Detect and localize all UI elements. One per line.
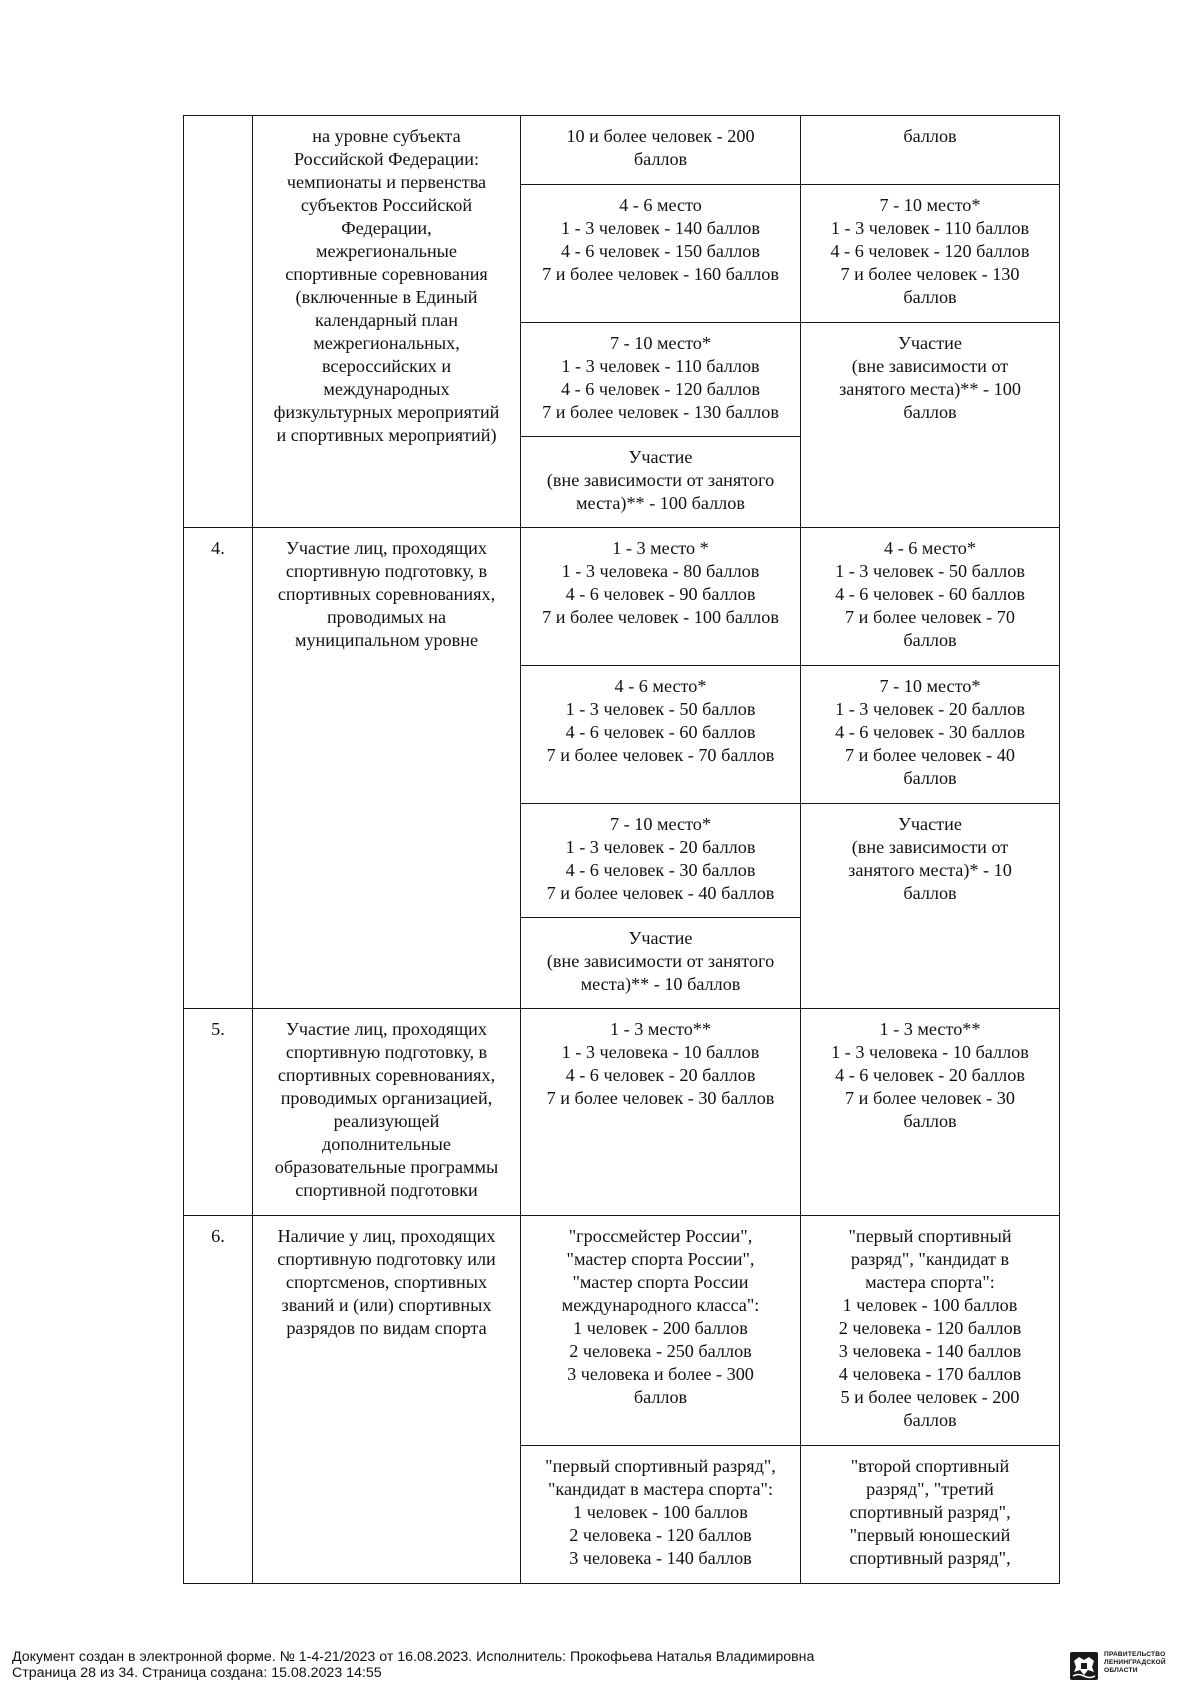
score-cell [521, 323, 801, 437]
score-cell [521, 1216, 801, 1446]
score-text: "первый спортивный разряд", "кандидат в мастера спорта": 1 человек - 100 баллов 2 человека - 120 баллов 3 человека - 140 баллов [545, 1456, 776, 1568]
scoring-table [183, 115, 1060, 1584]
score-text: Участие (вне зависимости от занятого места)** - 100 баллов [546, 447, 775, 513]
criterion-cell [253, 528, 521, 1009]
table-row [184, 528, 1060, 666]
table-row [184, 1009, 1060, 1216]
score-cell [801, 323, 1060, 528]
score-text: "первый спортивный разряд", "кандидат в мастера спорта": 1 человек - 100 баллов 2 человека - 120 баллов 3 человека - 140 баллов 4 человека - 170 баллов 5 и более человек - 200 баллов [838, 1226, 1022, 1430]
criterion-text: Участие лиц, проходящих спортивную подготовку, в спортивных соревнованиях, проводимых на муниципальном уровне [277, 538, 496, 650]
score-text: 1 - 3 место * 1 - 3 человека - 80 баллов 4 - 6 человек - 90 баллов 7 и более человек - 100 баллов [542, 538, 779, 627]
score-cell [801, 185, 1060, 323]
score-text: 7 - 10 место* 1 - 3 человек - 110 баллов 4 - 6 человек - 120 баллов 7 и более человек - 130 баллов [542, 333, 779, 422]
document-footer [12, 1649, 1062, 1681]
row-number-cell: 4. [184, 528, 253, 1009]
score-text: Участие (вне зависимости от занятого места)** - 10 баллов [546, 928, 775, 994]
government-logo-text [1104, 1651, 1196, 1675]
score-text: 4 - 6 место 1 - 3 человек - 140 баллов 4 - 6 человек - 150 баллов 7 и более человек - 160 баллов [542, 195, 779, 284]
score-cell [801, 666, 1060, 804]
score-cell [521, 1446, 801, 1584]
footer-line-document-info: Документ создан в электронной форме. № 1-4-21/2023 от 16.08.2023. Исполнитель: Прокофьева Наталья Владимировна [12, 1649, 815, 1665]
score-cell [521, 804, 801, 918]
score-text: 10 и более человек - 200 баллов [566, 126, 755, 169]
score-text: Участие (вне зависимости от занятого места)** - 100 баллов [839, 333, 1021, 422]
score-cell [801, 528, 1060, 666]
score-cell [801, 804, 1060, 1009]
criterion-text: Участие лиц, проходящих спортивную подготовку, в спортивных соревнованиях, проводимых организацией, реализующей дополнительные образовательные программы спортивной подготовки [274, 1019, 499, 1200]
criterion-text: на уровне субъекта Российской Федерации: чемпионаты и первенства субъектов Российской Федерации, межрегиональные спортивные соревнования (включенные в Единый календарный план межрегиональных, всероссийских и международных физкультурных мероприятий и спортивных мероприятий) [273, 126, 500, 445]
logo-line: ПРАВИТЕЛЬСТВО [1104, 1651, 1166, 1658]
score-cell [521, 116, 801, 185]
score-cell [801, 116, 1060, 185]
score-text: "второй спортивный разряд", "третий спортивный разряд", "первый юношеский спортивный разряд", [849, 1456, 1011, 1568]
row-number-cell: 5. [184, 1009, 253, 1216]
score-text: 4 - 6 место* 1 - 3 человек - 50 баллов 4 - 6 человек - 60 баллов 7 и более человек - 70 баллов [835, 538, 1025, 650]
score-cell [521, 666, 801, 804]
score-cell [521, 437, 801, 528]
logo-line: ОБЛАСТИ [1104, 1667, 1138, 1674]
score-text: 4 - 6 место* 1 - 3 человек - 50 баллов 4 - 6 человек - 60 баллов 7 и более человек - 70 баллов [546, 676, 775, 765]
criterion-cell [253, 1009, 521, 1216]
table-row [184, 116, 1060, 185]
government-logo [1070, 1650, 1194, 1686]
table-row [184, 1216, 1060, 1446]
criterion-cell [253, 116, 521, 528]
criterion-text: Наличие у лиц, проходящих спортивную подготовку или спортсменов, спортивных званий и (или) спортивных разрядов по видам спорта [277, 1226, 496, 1338]
score-text: 7 - 10 место* 1 - 3 человек - 20 баллов 4 - 6 человек - 30 баллов 7 и более человек - 40 баллов [835, 676, 1025, 788]
logo-line: ЛЕНИНГРАДСКОЙ [1104, 1659, 1166, 1666]
score-cell [801, 1446, 1060, 1584]
score-text: 7 - 10 место* 1 - 3 человек - 110 баллов 4 - 6 человек - 120 баллов 7 и более человек - 130 баллов [830, 195, 1030, 307]
score-text: 1 - 3 место** 1 - 3 человека - 10 баллов 4 - 6 человек - 20 баллов 7 и более человек - 30 баллов [546, 1019, 775, 1108]
coat-of-arms-icon [1070, 1652, 1098, 1680]
row-number-cell: 6. [184, 1216, 253, 1584]
score-text: баллов [903, 126, 957, 146]
score-cell [521, 185, 801, 323]
score-cell [801, 1216, 1060, 1446]
score-cell [521, 918, 801, 1009]
row-number-cell [184, 116, 253, 528]
score-text: Участие (вне зависимости от занятого места)* - 10 баллов [848, 814, 1012, 903]
score-cell [521, 1009, 801, 1216]
score-cell [801, 1009, 1060, 1216]
score-text: 7 - 10 место* 1 - 3 человек - 20 баллов 4 - 6 человек - 30 баллов 7 и более человек - 40 баллов [546, 814, 775, 903]
score-text: "гроссмейстер России", "мастер спорта России", "мастер спорта России международного класса": 1 человек - 200 баллов 2 человека - 250 баллов 3 человека и более - 300 баллов [561, 1226, 760, 1407]
score-text: 1 - 3 место** 1 - 3 человека - 10 баллов 4 - 6 человек - 20 баллов 7 и более человек - 30 баллов [831, 1019, 1029, 1131]
score-cell [521, 528, 801, 666]
criterion-cell [253, 1216, 521, 1584]
footer-line-page-info: Страница 28 из 34. Страница создана: 15.08.2023 14:55 [12, 1665, 382, 1681]
